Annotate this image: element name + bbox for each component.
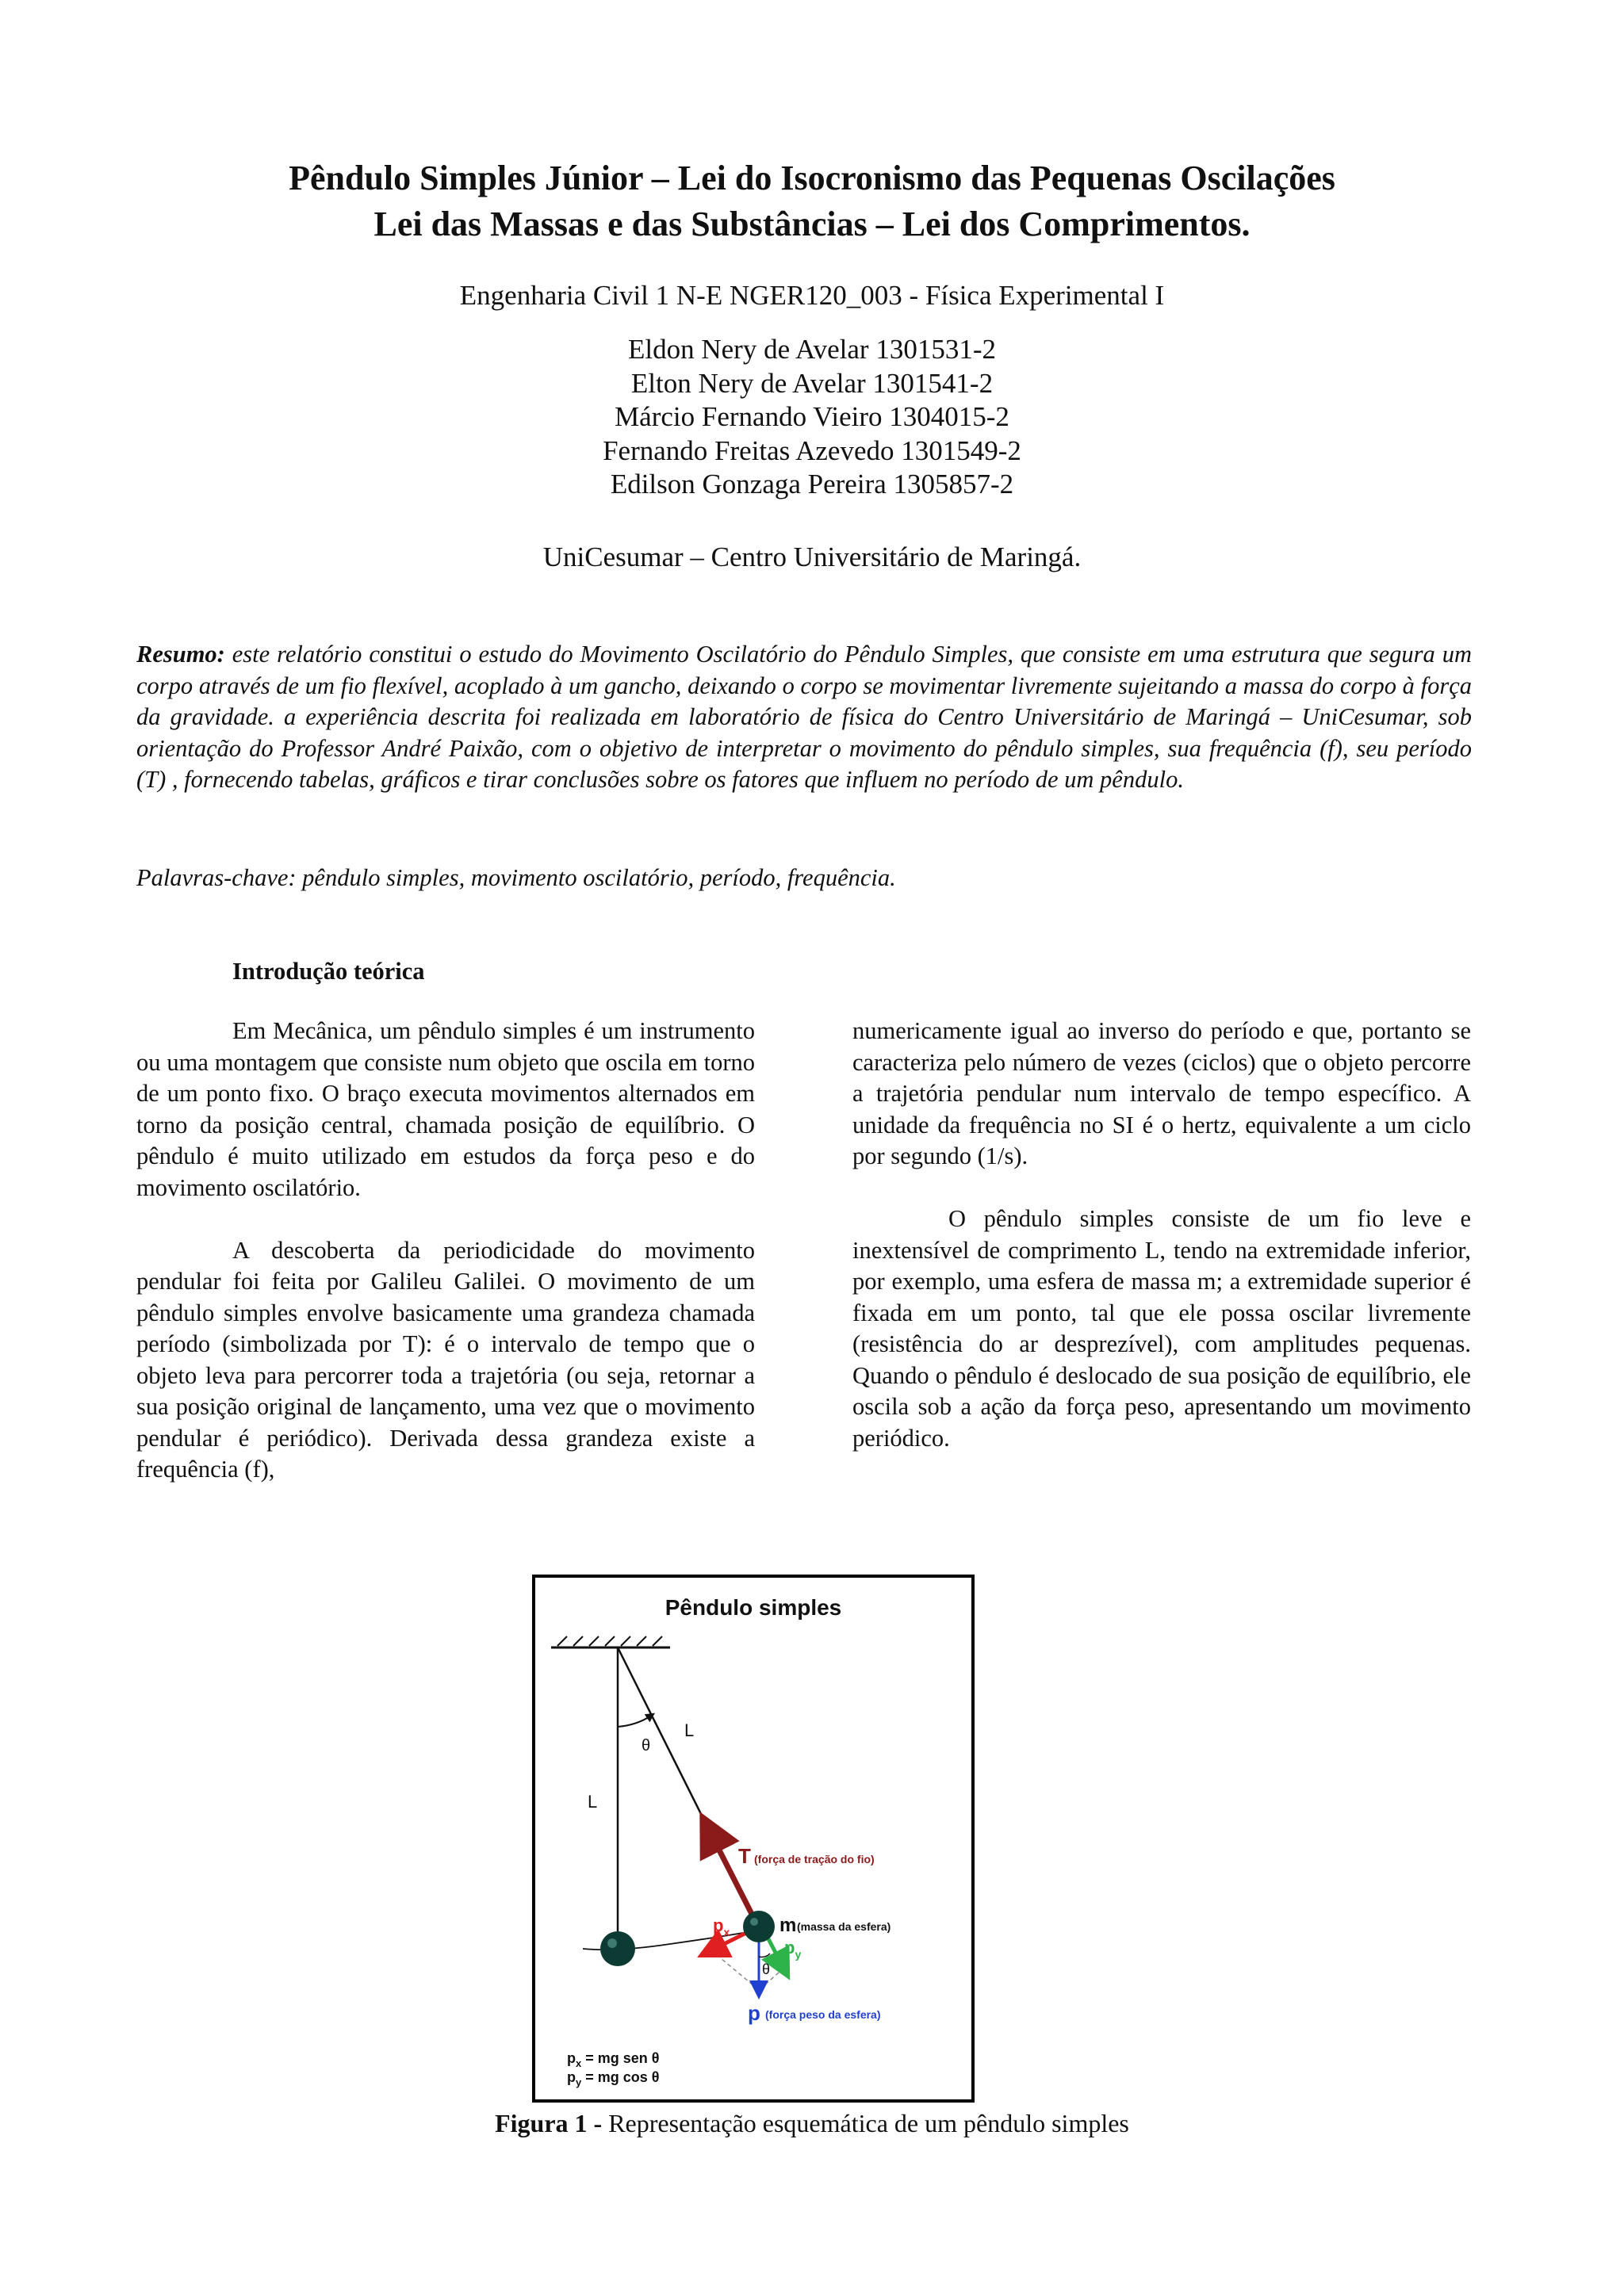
institution: UniCesumar – Centro Universitário de Maringá. (542, 541, 1082, 572)
keywords: Palavras-chave: pêndulo simples, movimento oscilatório, período, frequência. (136, 864, 896, 891)
author-list (0, 333, 1624, 502)
left-column (136, 1016, 755, 1486)
equation-py: $p_y$ = mg cos θ (567, 2069, 660, 2088)
dashed-component (711, 1950, 759, 1990)
caption-label: Figura 1 - (495, 2109, 603, 2137)
abstract-text: este relatório constitui o estudo do Movimento Oscilatório do Pêndulo Simples, que consiste em uma estrutura que segura um corpo através de um fio flexível, acoplado à um gancho, deixando o corpo se movimentar livremente sujeitando a massa do corpo à força da gravidade. a experiência descrita foi realizada em laboratório de física do Centro Universitário de Maringá – UniCesumar, sob orientação do Professor André Paixão, com o objetivo de interpretar o movimento do pêndulo simples, sua frequência (f), seu período (T) , fornecendo tabelas, gráficos e tirar conclusões sobre os fatores que influem no período de um pêndulo. (136, 641, 1472, 793)
weight-desc: (força peso da esfera) (765, 2008, 881, 2021)
length-label-vertical: L (588, 1792, 598, 1812)
pendulum-diagram (535, 1578, 971, 2099)
equation-px: $p_x$ = mg sen θ (567, 2050, 660, 2069)
abstract-label: Resumo: (136, 641, 225, 668)
author: Edilson Gonzaga Pereira 1305857-2 (610, 469, 1014, 499)
pendulum-figure (532, 1575, 975, 2103)
author: Fernando Freitas Azevedo 1301549-2 (603, 434, 1021, 466)
right-column (852, 1016, 1471, 1454)
ceiling-support (551, 1636, 670, 1647)
py-label: $p_y$ (784, 1938, 802, 1961)
length-label-string: L (684, 1720, 695, 1740)
theta-label-bottom: θ (762, 1961, 771, 1977)
section-heading: Introdução teórica (232, 958, 425, 985)
caption-text: Representação esquemática de um pêndulo simples (602, 2109, 1129, 2137)
title-line-2: Lei das Massas e das Substâncias – Lei dos Comprimentos. (373, 205, 1251, 243)
figure-title: Pêndulo simples (665, 1595, 842, 1620)
abstract (136, 639, 1472, 796)
theta-label-top: θ (642, 1737, 651, 1755)
paragraph: O pêndulo simples consiste de um fio leve e inextensível de comprimento L, tendo na extremidade inferior, por exemplo, uma esfera de massa m; a extremidade superior é fixada em um ponto, tal que ele possa oscilar livremente (resistência do ar desprezível), com amplitudes pequenas. Quando o pêndulo é deslocado de sua posição de equilíbrio, ele oscila sob a ação da força peso, apresentando um movimento periódico. (852, 1205, 1471, 1452)
paragraph: numericamente igual ao inverso do período e que, portanto se caracteriza pelo número de vezes (ciclos) que o objeto percorre a trajetória pendular num intervalo de tempo específico. A unidade da frequência no SI é o hertz, equivalente a um ciclo por segundo (1/s). (852, 1017, 1471, 1169)
paragraph: Em Mecânica, um pêndulo simples é um instrumento ou uma montagem que consiste num objeto que oscila em torno de um ponto fixo. O braço executa movimentos alternados em torno da posição central, chamada posição de equilíbrio. O pêndulo é muito utilizado em estudos da força peso e do movimento oscilatório. (136, 1017, 755, 1201)
author: Elton Nery de Avelar 1301541-2 (630, 367, 994, 399)
figure-caption (0, 2109, 1624, 2138)
course-line: Engenharia Civil 1 N-E NGER120_003 - Física Experimental I (459, 280, 1165, 311)
tension-label: T (738, 1844, 751, 1868)
mass-desc: (massa da esfera) (797, 1920, 891, 1933)
tension-desc: (força de tração do fio) (754, 1853, 875, 1866)
pendulum-sphere (743, 1911, 775, 1942)
mass-label: m (779, 1915, 797, 1936)
equilibrium-sphere (600, 1931, 635, 1966)
author: Eldon Nery de Avelar 1301531-2 (628, 334, 996, 365)
weight-label: p (748, 2001, 760, 2025)
author: Márcio Fernando Vieiro 1304015-2 (615, 401, 1009, 432)
px-label: $p_x$ (713, 1915, 730, 1938)
theta-arc-bottom (759, 1954, 770, 1957)
paper-title (0, 155, 1624, 247)
theta-arc-top (618, 1716, 651, 1727)
paragraph: A descoberta da periodicidade do movimento pendular foi feita por Galileu Galilei. O movimento de um pêndulo simples envolve basicamente uma grandeza chamada período (simbolizada por T): é o intervalo de tempo que o objeto leva para percorrer toda a trajetória (ou seja, retornar a sua posição original de lançamento, uma vez que o movimento pendular é periódico). Derivada dessa grandeza existe a frequência (f), (136, 1236, 755, 1483)
title-line-1: Pêndulo Simples Júnior – Lei do Isocronismo das Pequenas Oscilações (289, 159, 1335, 197)
